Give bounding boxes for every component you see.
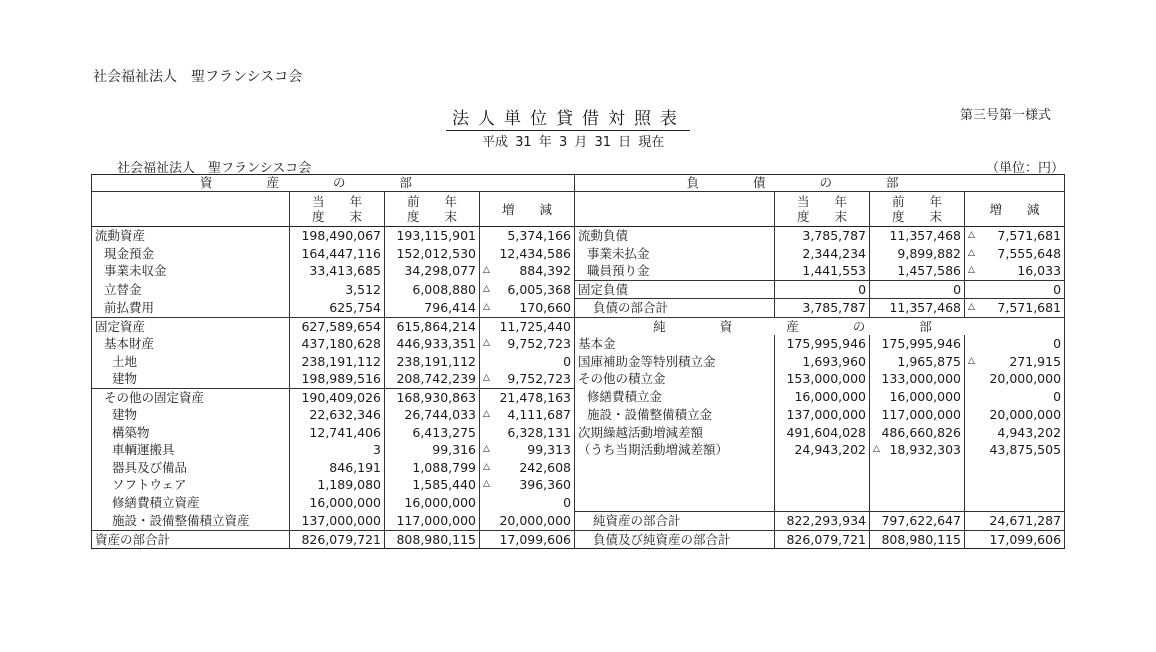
liability-previous-value: 0 bbox=[953, 281, 962, 297]
liability-current-value: 3,785,787 bbox=[802, 300, 867, 315]
asset-current bbox=[290, 370, 385, 388]
table-row bbox=[92, 262, 1065, 280]
net-asset-change bbox=[965, 335, 1065, 353]
asset-current bbox=[290, 280, 385, 299]
net-assets-total-previous bbox=[870, 512, 965, 531]
asset-previous-value: 446,933,351 bbox=[396, 336, 476, 351]
as-of-date: 平成 31 年 3 月 31 日 現在 bbox=[482, 135, 665, 150]
liability-current-value: 0 bbox=[858, 281, 867, 297]
asset-previous bbox=[385, 317, 480, 335]
net-asset-current-value: 24,943,202 bbox=[794, 442, 867, 457]
asset-current-value: 198,989,516 bbox=[301, 371, 381, 386]
table-row bbox=[92, 299, 1065, 318]
liability-previous-value: 11,357,468 bbox=[889, 300, 962, 315]
asset-current bbox=[290, 424, 385, 442]
asset-label: ソフトウェア bbox=[92, 476, 290, 494]
asset-change-value: 6,328,131 bbox=[507, 424, 572, 440]
assets-total-previous-value: 808,980,115 bbox=[396, 531, 476, 547]
net-asset-current-value: 137,000,000 bbox=[786, 407, 867, 422]
asset-previous bbox=[385, 245, 480, 263]
assets-total-change-value: 17,099,606 bbox=[499, 531, 572, 547]
empty-cell bbox=[870, 459, 965, 477]
asset-previous bbox=[385, 335, 480, 353]
decrease-marker: △ bbox=[968, 230, 975, 240]
decrease-marker: △ bbox=[483, 479, 490, 489]
grand-total-change bbox=[965, 530, 1065, 549]
asset-previous-value: 238,191,112 bbox=[396, 353, 476, 369]
asset-change-value: 0 bbox=[563, 494, 572, 510]
net-asset-change-value: 43,875,505 bbox=[989, 442, 1062, 457]
decrease-marker: △ bbox=[968, 355, 975, 366]
liability-current-value: 2,344,234 bbox=[802, 245, 867, 261]
empty-cell bbox=[775, 459, 870, 477]
asset-previous bbox=[385, 227, 480, 245]
decrease-marker: △ bbox=[483, 373, 490, 383]
asset-change bbox=[480, 227, 575, 245]
asset-previous-value: 26,744,033 bbox=[404, 407, 476, 422]
asset-change-value: 20,000,000 bbox=[499, 512, 572, 528]
previous-year-header bbox=[385, 192, 480, 227]
empty-cell bbox=[965, 476, 1065, 494]
asset-previous-value: 117,000,000 bbox=[396, 512, 476, 528]
asset-change-value: 396,360 bbox=[519, 477, 572, 492]
liability-label: 負債の部合計 bbox=[575, 299, 775, 318]
asset-current-value: 198,490,067 bbox=[301, 228, 381, 243]
asset-previous bbox=[385, 353, 480, 371]
liability-current bbox=[775, 227, 870, 245]
table-row bbox=[92, 459, 1065, 477]
change-header: 増 減 bbox=[480, 192, 575, 227]
liability-label: 職員預り金 bbox=[575, 262, 775, 280]
liability-change-value: 7,571,681 bbox=[997, 300, 1062, 315]
grand-total-previous-value: 808,980,115 bbox=[881, 531, 962, 547]
grand-total-current bbox=[775, 530, 870, 549]
asset-previous-value: 615,864,214 bbox=[396, 318, 476, 334]
liability-previous-value: 11,357,468 bbox=[889, 228, 962, 243]
net-asset-current-value: 153,000,000 bbox=[786, 371, 867, 387]
empty-cell bbox=[965, 494, 1065, 512]
empty-cell bbox=[775, 476, 870, 494]
net-asset-change-value: 271,915 bbox=[1009, 353, 1062, 369]
assets-total-label: 資産の部合計 bbox=[92, 530, 290, 549]
net-asset-current-value: 1,693,960 bbox=[802, 353, 867, 369]
liability-current bbox=[775, 299, 870, 318]
asset-current-value: 1,189,080 bbox=[317, 477, 381, 492]
asset-label: その他の固定資産 bbox=[92, 388, 290, 406]
table-row bbox=[92, 406, 1065, 424]
decrease-marker: △ bbox=[483, 409, 490, 419]
net-asset-change bbox=[965, 353, 1065, 371]
asset-label: 車輌運搬具 bbox=[92, 441, 290, 459]
table-row bbox=[92, 494, 1065, 512]
net-asset-label: 修繕費積立金 bbox=[575, 388, 775, 406]
asset-previous bbox=[385, 262, 480, 280]
asset-label: 土地 bbox=[92, 353, 290, 371]
net-asset-label: 施設・設備整備積立金 bbox=[575, 406, 775, 424]
net-asset-current bbox=[775, 370, 870, 388]
table-row bbox=[92, 245, 1065, 263]
table-row bbox=[92, 388, 1065, 406]
decrease-marker: △ bbox=[483, 283, 490, 294]
liability-previous bbox=[870, 299, 965, 318]
asset-current bbox=[290, 441, 385, 459]
liability-previous bbox=[870, 262, 965, 280]
asset-current bbox=[290, 476, 385, 494]
asset-current bbox=[290, 317, 385, 335]
liability-previous bbox=[870, 245, 965, 263]
net-asset-current bbox=[775, 388, 870, 406]
asset-previous-value: 193,115,901 bbox=[396, 228, 476, 243]
asset-change-value: 884,392 bbox=[519, 263, 572, 279]
asset-change bbox=[480, 476, 575, 494]
asset-change bbox=[480, 245, 575, 263]
net-asset-label: その他の積立金 bbox=[575, 370, 775, 388]
asset-label: 基本財産 bbox=[92, 335, 290, 353]
net-asset-label: 基本金 bbox=[575, 335, 775, 353]
asset-current-value: 238,191,112 bbox=[301, 353, 381, 369]
asset-label: 構築物 bbox=[92, 424, 290, 442]
asset-change-value: 5,374,166 bbox=[507, 228, 572, 243]
asset-previous bbox=[385, 280, 480, 299]
asset-previous-value: 99,316 bbox=[432, 442, 476, 457]
asset-previous bbox=[385, 441, 480, 459]
net-asset-current bbox=[775, 353, 870, 371]
previous-year-header-line1: 前 年 bbox=[406, 194, 457, 209]
asset-previous-value: 168,930,863 bbox=[396, 389, 476, 405]
net-asset-change bbox=[965, 441, 1065, 459]
net-asset-change-value: 20,000,000 bbox=[989, 407, 1062, 422]
liability-change bbox=[965, 245, 1065, 263]
table-row bbox=[92, 335, 1065, 353]
current-year-header-line1: 当 年 bbox=[797, 194, 848, 209]
asset-label: 現金預金 bbox=[92, 245, 290, 263]
asset-current bbox=[290, 494, 385, 512]
net-asset-current bbox=[775, 335, 870, 353]
table-row bbox=[92, 370, 1065, 388]
empty-cell bbox=[575, 476, 775, 494]
liability-change bbox=[965, 299, 1065, 318]
asset-previous-value: 6,413,275 bbox=[412, 424, 476, 440]
previous-year-header-line2: 度 末 bbox=[406, 209, 457, 224]
decrease-marker: △ bbox=[968, 247, 975, 258]
asset-current bbox=[290, 262, 385, 280]
table-row bbox=[92, 424, 1065, 442]
asset-current bbox=[290, 388, 385, 406]
liability-change-value: 16,033 bbox=[1017, 263, 1062, 278]
asset-previous bbox=[385, 459, 480, 477]
asset-label: 施設・設備整備積立資産 bbox=[92, 512, 290, 531]
liability-current bbox=[775, 262, 870, 280]
balance-sheet-table bbox=[91, 174, 1065, 549]
decrease-marker: △ bbox=[483, 444, 490, 454]
asset-current-value: 12,741,406 bbox=[309, 424, 381, 440]
asset-current-value: 22,632,346 bbox=[309, 407, 381, 422]
grand-total-current-value: 826,079,721 bbox=[786, 531, 867, 547]
liability-change bbox=[965, 262, 1065, 280]
table-row bbox=[92, 280, 1065, 299]
net-asset-previous bbox=[870, 353, 965, 371]
empty-cell bbox=[775, 494, 870, 512]
net-assets-total-change-value: 24,671,287 bbox=[989, 513, 1062, 528]
asset-previous-value: 1,585,440 bbox=[412, 477, 476, 492]
asset-previous-value: 208,742,239 bbox=[396, 371, 476, 386]
asset-current-value: 164,447,116 bbox=[301, 245, 381, 261]
net-assets-total-previous-value: 797,622,647 bbox=[881, 513, 962, 528]
header-blank bbox=[575, 192, 775, 227]
liabilities-section-header: 負債の部 bbox=[575, 175, 1065, 192]
asset-current-value: 625,754 bbox=[329, 299, 381, 315]
asset-previous bbox=[385, 424, 480, 442]
asset-current-value: 3,512 bbox=[345, 281, 381, 297]
decrease-marker: △ bbox=[483, 461, 490, 472]
asset-previous-value: 152,012,530 bbox=[396, 245, 476, 261]
asset-current-value: 437,180,628 bbox=[301, 336, 381, 351]
net-asset-current bbox=[775, 441, 870, 459]
form-number: 第三号第一様式 bbox=[960, 108, 1052, 123]
liability-previous-value: 1,457,586 bbox=[897, 263, 962, 278]
empty-cell bbox=[965, 459, 1065, 477]
current-year-header bbox=[775, 192, 870, 227]
net-asset-previous-value: 18,932,303 bbox=[889, 442, 962, 457]
asset-label: 固定資産 bbox=[92, 317, 290, 335]
asset-change bbox=[480, 494, 575, 512]
asset-change bbox=[480, 388, 575, 406]
liability-label: 事業未払金 bbox=[575, 245, 775, 263]
column-header-row bbox=[92, 192, 1065, 227]
liability-current-value: 3,785,787 bbox=[802, 228, 867, 243]
net-asset-change bbox=[965, 370, 1065, 388]
asset-change-value: 4,111,687 bbox=[507, 407, 572, 422]
net-asset-previous-value: 486,660,826 bbox=[881, 424, 962, 440]
asset-previous-value: 16,000,000 bbox=[404, 494, 476, 510]
liability-label: 固定負債 bbox=[575, 280, 775, 299]
liability-label: 流動負債 bbox=[575, 227, 775, 245]
net-asset-previous bbox=[870, 406, 965, 424]
liability-change-value: 7,571,681 bbox=[997, 228, 1062, 243]
net-asset-change bbox=[965, 424, 1065, 442]
net-asset-previous bbox=[870, 441, 965, 459]
net-asset-current bbox=[775, 424, 870, 442]
net-asset-previous bbox=[870, 335, 965, 353]
net-asset-previous-value: 16,000,000 bbox=[889, 389, 962, 405]
asset-label: 器具及び備品 bbox=[92, 459, 290, 477]
grand-total-label: 負債及び純資産の部合計 bbox=[575, 530, 775, 549]
asset-current-value: 33,413,685 bbox=[309, 263, 381, 279]
asset-current bbox=[290, 299, 385, 318]
liability-current-value: 1,441,553 bbox=[802, 263, 867, 278]
net-asset-previous bbox=[870, 424, 965, 442]
change-header: 増 減 bbox=[965, 192, 1065, 227]
asset-previous bbox=[385, 299, 480, 318]
liability-previous-value: 9,899,882 bbox=[897, 245, 962, 261]
previous-year-header-line1: 前 年 bbox=[892, 194, 943, 209]
asset-change-value: 6,005,368 bbox=[507, 281, 572, 297]
current-year-header-line2: 度 末 bbox=[797, 209, 848, 224]
net-asset-current-value: 491,604,028 bbox=[786, 424, 867, 440]
asset-label: 流動資産 bbox=[92, 227, 290, 245]
asset-label: 立替金 bbox=[92, 280, 290, 299]
decrease-marker: △ bbox=[968, 265, 975, 275]
empty-cell bbox=[870, 476, 965, 494]
asset-change bbox=[480, 280, 575, 299]
asset-current-value: 627,589,654 bbox=[301, 318, 381, 334]
net-assets-total-current bbox=[775, 512, 870, 531]
liability-current bbox=[775, 280, 870, 299]
page-title: 法人単位貸借対照表 bbox=[446, 104, 690, 131]
asset-previous-value: 6,008,880 bbox=[412, 281, 476, 297]
asset-change bbox=[480, 370, 575, 388]
assets-section-header: 資産の部 bbox=[92, 175, 575, 192]
asset-current bbox=[290, 245, 385, 263]
empty-cell bbox=[575, 494, 775, 512]
net-asset-current-value: 16,000,000 bbox=[794, 389, 867, 405]
asset-change bbox=[480, 441, 575, 459]
liability-previous bbox=[870, 227, 965, 245]
decrease-marker: △ bbox=[483, 265, 490, 276]
current-year-header-line2: 度 末 bbox=[311, 209, 362, 224]
asset-change bbox=[480, 317, 575, 335]
assets-total-current bbox=[290, 530, 385, 549]
header-blank bbox=[92, 192, 290, 227]
current-year-header bbox=[290, 192, 385, 227]
net-asset-change-value: 20,000,000 bbox=[989, 371, 1062, 387]
asset-change bbox=[480, 459, 575, 477]
liability-previous bbox=[870, 280, 965, 299]
grand-total-change-value: 17,099,606 bbox=[989, 531, 1062, 547]
net-asset-current-value: 175,995,946 bbox=[786, 336, 867, 351]
net-asset-change bbox=[965, 406, 1065, 424]
asset-previous-value: 1,088,799 bbox=[412, 459, 476, 475]
liability-change bbox=[965, 280, 1065, 299]
asset-previous-value: 34,298,077 bbox=[404, 263, 476, 279]
asset-label: 修繕費積立資産 bbox=[92, 494, 290, 512]
asset-current-value: 137,000,000 bbox=[301, 512, 381, 528]
net-assets-section-header: 純資産の部 bbox=[575, 317, 1065, 335]
asset-previous bbox=[385, 494, 480, 512]
asset-change-value: 0 bbox=[563, 353, 572, 369]
net-asset-previous-value: 117,000,000 bbox=[881, 407, 962, 422]
asset-current bbox=[290, 353, 385, 371]
asset-current bbox=[290, 406, 385, 424]
asset-current-value: 3 bbox=[373, 442, 381, 457]
grand-total-previous bbox=[870, 530, 965, 549]
table-row bbox=[92, 227, 1065, 245]
asset-previous bbox=[385, 406, 480, 424]
asset-change bbox=[480, 512, 575, 531]
net-asset-change-value: 0 bbox=[1053, 389, 1062, 405]
net-asset-change-value: 4,943,202 bbox=[997, 424, 1062, 440]
liability-change-value: 0 bbox=[1053, 281, 1062, 297]
organization-subtitle: 社会福祉法人 聖フランシスコ会 bbox=[117, 161, 312, 176]
asset-previous bbox=[385, 370, 480, 388]
empty-cell bbox=[575, 459, 775, 477]
asset-label: 建物 bbox=[92, 370, 290, 388]
asset-label: 事業未収金 bbox=[92, 262, 290, 280]
asset-change-value: 170,660 bbox=[519, 299, 572, 315]
decrease-marker: △ bbox=[483, 301, 490, 312]
empty-cell bbox=[870, 494, 965, 512]
totals-row bbox=[92, 530, 1065, 549]
asset-current bbox=[290, 459, 385, 477]
asset-current-value: 16,000,000 bbox=[309, 494, 381, 510]
asset-change bbox=[480, 335, 575, 353]
asset-change-value: 11,725,440 bbox=[499, 318, 572, 334]
asset-change bbox=[480, 262, 575, 280]
asset-current-value: 846,191 bbox=[329, 459, 381, 475]
asset-label: 建物 bbox=[92, 406, 290, 424]
asset-previous-value: 796,414 bbox=[424, 299, 476, 315]
asset-current bbox=[290, 335, 385, 353]
previous-year-header-line2: 度 末 bbox=[892, 209, 943, 224]
table-row bbox=[92, 317, 1065, 335]
assets-total-change bbox=[480, 530, 575, 549]
asset-change-value: 21,478,163 bbox=[499, 389, 572, 405]
net-asset-label: 国庫補助金等特別積立金 bbox=[575, 353, 775, 371]
asset-change-value: 242,608 bbox=[519, 459, 572, 475]
asset-change-value: 9,752,723 bbox=[507, 336, 572, 351]
current-year-header-line1: 当 年 bbox=[311, 194, 362, 209]
previous-year-header bbox=[870, 192, 965, 227]
asset-change bbox=[480, 424, 575, 442]
asset-change-value: 9,752,723 bbox=[507, 371, 572, 386]
unit-label: （単位：円） bbox=[986, 161, 1065, 176]
asset-current bbox=[290, 227, 385, 245]
asset-change-value: 99,313 bbox=[527, 442, 572, 457]
asset-change-value: 12,434,586 bbox=[499, 245, 572, 261]
net-asset-change bbox=[965, 388, 1065, 406]
net-asset-previous-value: 133,000,000 bbox=[881, 371, 962, 387]
decrease-marker: △ bbox=[483, 338, 490, 348]
asset-previous bbox=[385, 476, 480, 494]
assets-total-current-value: 826,079,721 bbox=[301, 531, 381, 547]
section-header-row bbox=[92, 175, 1065, 192]
net-assets-total-change bbox=[965, 512, 1065, 531]
net-asset-previous bbox=[870, 370, 965, 388]
organization-name: 社会福祉法人 聖フランシスコ会 bbox=[93, 69, 303, 85]
net-asset-label: （うち当期活動増減差額） bbox=[575, 441, 775, 459]
asset-change bbox=[480, 299, 575, 318]
net-asset-previous bbox=[870, 388, 965, 406]
net-asset-previous-value: 175,995,946 bbox=[881, 336, 962, 351]
table-row bbox=[92, 476, 1065, 494]
liability-current bbox=[775, 245, 870, 263]
table-row bbox=[92, 441, 1065, 459]
net-assets-total-current-value: 822,293,934 bbox=[786, 513, 867, 528]
asset-previous bbox=[385, 388, 480, 406]
asset-current-value: 190,409,026 bbox=[301, 389, 381, 405]
net-asset-current bbox=[775, 406, 870, 424]
asset-change bbox=[480, 406, 575, 424]
net-asset-change-value: 0 bbox=[1053, 336, 1062, 351]
table-row bbox=[92, 353, 1065, 371]
net-assets-total-label: 純資産の部合計 bbox=[575, 512, 775, 531]
net-asset-label: 次期繰越活動増減差額 bbox=[575, 424, 775, 442]
decrease-marker: △ bbox=[968, 302, 975, 312]
asset-label: 前払費用 bbox=[92, 299, 290, 318]
asset-current bbox=[290, 512, 385, 531]
liability-change-value: 7,555,648 bbox=[997, 245, 1062, 261]
decrease-marker: △ bbox=[873, 444, 880, 454]
table-row bbox=[92, 512, 1065, 531]
net-asset-previous-value: 1,965,875 bbox=[897, 353, 962, 369]
asset-previous bbox=[385, 512, 480, 531]
liability-change bbox=[965, 227, 1065, 245]
asset-change bbox=[480, 353, 575, 371]
assets-total-previous bbox=[385, 530, 480, 549]
